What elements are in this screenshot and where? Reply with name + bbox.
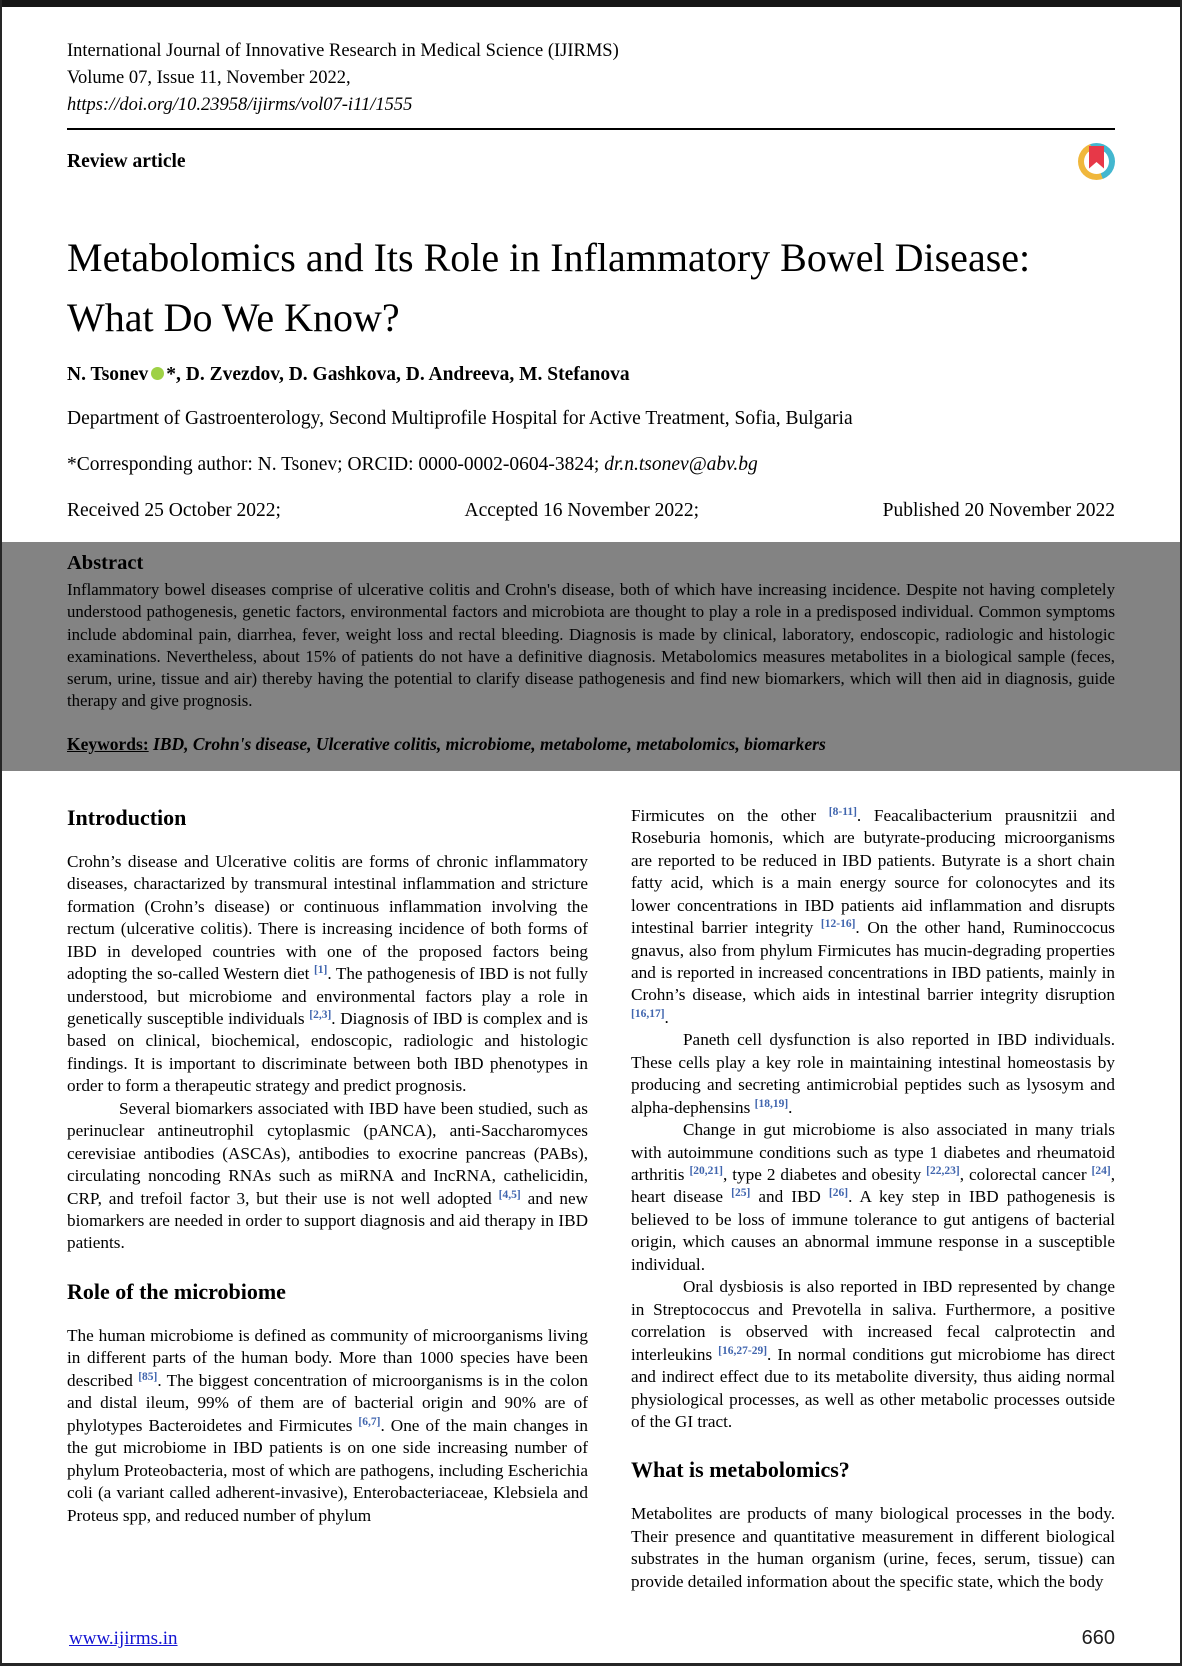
text-segment: . The pathogenesis of IBD is not fully understood, but microbiome and environmental factors play a role in genetically susceptible individuals	[67, 964, 589, 1028]
text-segment: .	[664, 1007, 669, 1027]
journal-name: International Journal of Innovative Research in Medical Science (IJIRMS)	[67, 41, 619, 61]
corresponding-text: *Corresponding author: N. Tsonev; ORCID: 0000-0002-0604-3824;	[67, 454, 605, 475]
paragraph	[631, 1029, 1115, 1119]
text-segment: , heart disease	[631, 1165, 1115, 1207]
keywords-line	[67, 734, 1115, 755]
journal-volume: Volume 07, Issue 11, November 2022,	[67, 68, 351, 88]
text-segment: Metabolites are products of many biological processes in the body. Their presence and quantitative measurement in different biological substrates in the human organism (urine, feces, serum, tissue) can provide detailed information about the specific state, which the body	[631, 1504, 1115, 1591]
keywords-label: Keywords:	[67, 733, 149, 754]
citation-ref: [16,27-29]	[718, 1344, 768, 1357]
header-divider	[67, 128, 1115, 130]
text-segment: Change in gut microbiome is also associated in many trials with autoimmune conditions such as type 1 diabetes and rheumatoid arthritis	[631, 1120, 1115, 1185]
text-segment: Crohn’s disease and Ulcerative colitis are forms of chronic inflammatory diseases, charactarized by transmural intestinal inflammation and stricture formation (Crohn’s disease) or continuous inflammation involving the rectum (ulcerative colitis). There is increasing incidence of both forms of IBD in developed countries with one of the proposed factors being adopting the so-called Western diet	[67, 851, 588, 984]
article-type-label: Review article	[67, 150, 186, 172]
text-segment: . Diagnosis of IBD is complex and is based on clinical, biochemical, endoscopic, radiologic and histologic findings. It is important to discriminate between both IBD phenotypes in order to form a therapeutic strategy and predict prognosis.	[67, 1008, 588, 1096]
dates-row	[67, 500, 1115, 522]
text-segment: . A key step in IBD pathogenesis is believed to be loss of immune tolerance to gut antigens of bacterial origin, which causes an abnormal immune response in a susceptible individual.	[631, 1187, 1116, 1274]
paragraph	[67, 1098, 588, 1255]
paragraph	[631, 1119, 1115, 1276]
introduction-heading: Introduction	[67, 804, 187, 830]
citation-ref: [85]	[138, 1370, 158, 1383]
paragraph	[67, 1325, 588, 1527]
paragraph	[67, 851, 588, 1098]
published-date: Published 20 November 2022	[882, 500, 1115, 521]
citation-ref: [6,7]	[358, 1415, 381, 1428]
text-segment: . The biggest concentration of microorganisms is in the colon and distal ileum, 99% of them are of bacterial origin and 90% are of phylotypes Bacteroidetes and Firmicutes	[67, 1370, 588, 1435]
citation-ref: [8-11]	[828, 805, 857, 818]
corresponding-author-line	[67, 454, 1115, 476]
citation-ref: [22,23]	[926, 1165, 960, 1178]
received-date: Received 25 October 2022;	[67, 500, 281, 521]
citation-ref: [16,17]	[631, 1007, 665, 1020]
citation-ref: [1]	[313, 964, 328, 977]
article-title: Metabolomics and Its Role in Inflammatory Bowel Disease: What Do We Know?	[67, 235, 1031, 340]
text-segment: , colorectal cancer	[959, 1165, 1092, 1185]
citation-ref: [18,19]	[754, 1097, 789, 1110]
journal-header	[2, 0, 1180, 184]
citation-ref: [12-16]	[820, 918, 856, 931]
text-segment: Several biomarkers associated with IBD have been studied, such as perinuclear antineutrophil cytoplasmic (pANCA), anti-Saccharomyces cerevisiae antibodies (ASCAs), antibodies to exocrine pancreas (PABs), circulating noncoding RNAs such as miRNA and IncRNA, cathelicidin, CRP, and trefoil factor 3, but their use is not well adopted	[67, 1098, 588, 1208]
page-number: 660	[1081, 1627, 1115, 1649]
text-segment: The human microbiome is defined as community of microorganisms living in different parts of the human body. More than 1000 species have been described	[67, 1325, 588, 1390]
citation-ref: [24]	[1091, 1165, 1111, 1178]
microbiome-heading: Role of the microbiome	[67, 1278, 286, 1304]
page-top-border	[2, 0, 1180, 7]
citation-ref: [25]	[731, 1187, 751, 1200]
journal-site-link[interactable]: www.ijirms.in	[69, 1628, 178, 1649]
paragraph	[631, 805, 1115, 1030]
abstract-heading: Abstract	[67, 552, 144, 574]
text-segment: .	[788, 1097, 793, 1117]
text-segment: . One of the main changes in the gut microbiome in IBD patients is on one side increasing number of phylum Proteobacteria, most of which are pathogens, including Escherichia coli (a variant called adherent-invasive), Enterobacteriaceae, Klebsiela and Proteus spp, and reduced number of phylum	[67, 1415, 588, 1525]
text-segment: and IBD	[750, 1187, 829, 1207]
corresponding-email-link[interactable]: dr.n.tsonev@abv.bg	[604, 454, 758, 475]
authors-line	[67, 364, 1115, 386]
text-segment: . Feacalibacterium prausnitzii and Roseburia homonis, which are butyrate-producing microorganisms are reported to be reduced in IBD patients. Butyrate is a short chain fatty acid, which is a main energy source for colonocytes and its lower concentrations in IBD patients aid inflammation and disrupts intestinal barrier integrity	[631, 805, 1115, 938]
keywords-text: IBD, Crohn's disease, Ulcerative colitis, microbiome, metabolome, metabolomics, biomarkers	[148, 733, 826, 754]
text-segment: Firmicutes on the other	[631, 805, 829, 825]
text-segment: . In normal conditions gut microbiome has direct and indirect effect due to its metabolite diversity, thus aiding normal physiological processes, as well as other metabolic processes outside of the GI tract.	[631, 1344, 1115, 1432]
journal-ring-bookmark-icon	[1078, 143, 1115, 180]
author-first: N. Tsonev	[67, 364, 149, 385]
text-segment: and new biomarkers are needed in order to support diagnosis and aid therapy in IBD patients.	[67, 1188, 589, 1253]
accepted-date: Accepted 16 November 2022;	[464, 500, 699, 521]
bookmark-icon	[1089, 146, 1104, 169]
left-column	[67, 805, 588, 1594]
page-footer	[69, 1627, 1115, 1650]
citation-ref: [26]	[828, 1187, 849, 1200]
text-segment: Oral dysbiosis is also reported in IBD represented by change in Streptococcus and Prevotella in saliva. Furthermore, a positive correlation is observed with increased fecal calprotectin and interleukins	[631, 1277, 1115, 1364]
text-segment: Paneth cell dysfunction is also reported in IBD individuals. These cells play a key role in maintaining intestinal homeostasis by producing and secreting antimicrobial peptides such as lysosym and alpha-dephensins	[631, 1030, 1115, 1117]
text-segment: , type 2 diabetes and obesity	[723, 1165, 927, 1185]
citation-ref: [20,21]	[689, 1165, 723, 1178]
abstract-section	[2, 542, 1180, 771]
citation-ref: [2,3]	[309, 1008, 332, 1021]
text-segment: . On the other hand, Ruminoccocus gnavus, also from phylum Firmicutes has mucin-degrading properties and is reported in increased concentrations in IBD patients, mainly in Crohn’s disease, which aids in intestinal barrier integrity disruption	[631, 918, 1115, 1005]
citation-ref: [4,5]	[498, 1188, 521, 1201]
right-column	[631, 805, 1115, 1594]
abstract-text: Inflammatory bowel diseases comprise of ulcerative colitis and Crohn's disease, both of which have increasing incidence. Despite not having completely understood pathogenesis, genetic factors, environmental factors and microbiota are thought to play a role in a predisposed individual. Common symptoms include abdominal pain, diarrhea, fever, weight loss and rectal bleeding. Diagnosis is made by clinical, laboratory, endoscopic, radiologic and histologic examinations. Nevertheless, about 15% of patients do not have a definitive diagnosis. Metabolomics measures metabolites in a biological sample (feces, serum, urine, tissue and air) thereby having the potential to clarify disease pathogenesis and find new biomarkers, which will then aid in diagnosis, guide therapy and give prognosis.	[67, 580, 1115, 711]
affiliation-line: Department of Gastroenterology, Second Multiprofile Hospital for Active Treatment, Sofia, Bulgaria	[67, 408, 853, 429]
article-body	[2, 805, 1180, 1594]
paragraph	[631, 1503, 1115, 1593]
orcid-icon[interactable]	[151, 367, 164, 380]
metabolomics-heading: What is metabolomics?	[631, 1457, 850, 1483]
authors-rest: *, D. Zvezdov, D. Gashkova, D. Andreeva, M. Stefanova	[166, 364, 630, 385]
doi-link[interactable]: https://doi.org/10.23958/ijirms/vol07-i11/1555	[67, 95, 413, 115]
paragraph	[631, 1276, 1115, 1433]
